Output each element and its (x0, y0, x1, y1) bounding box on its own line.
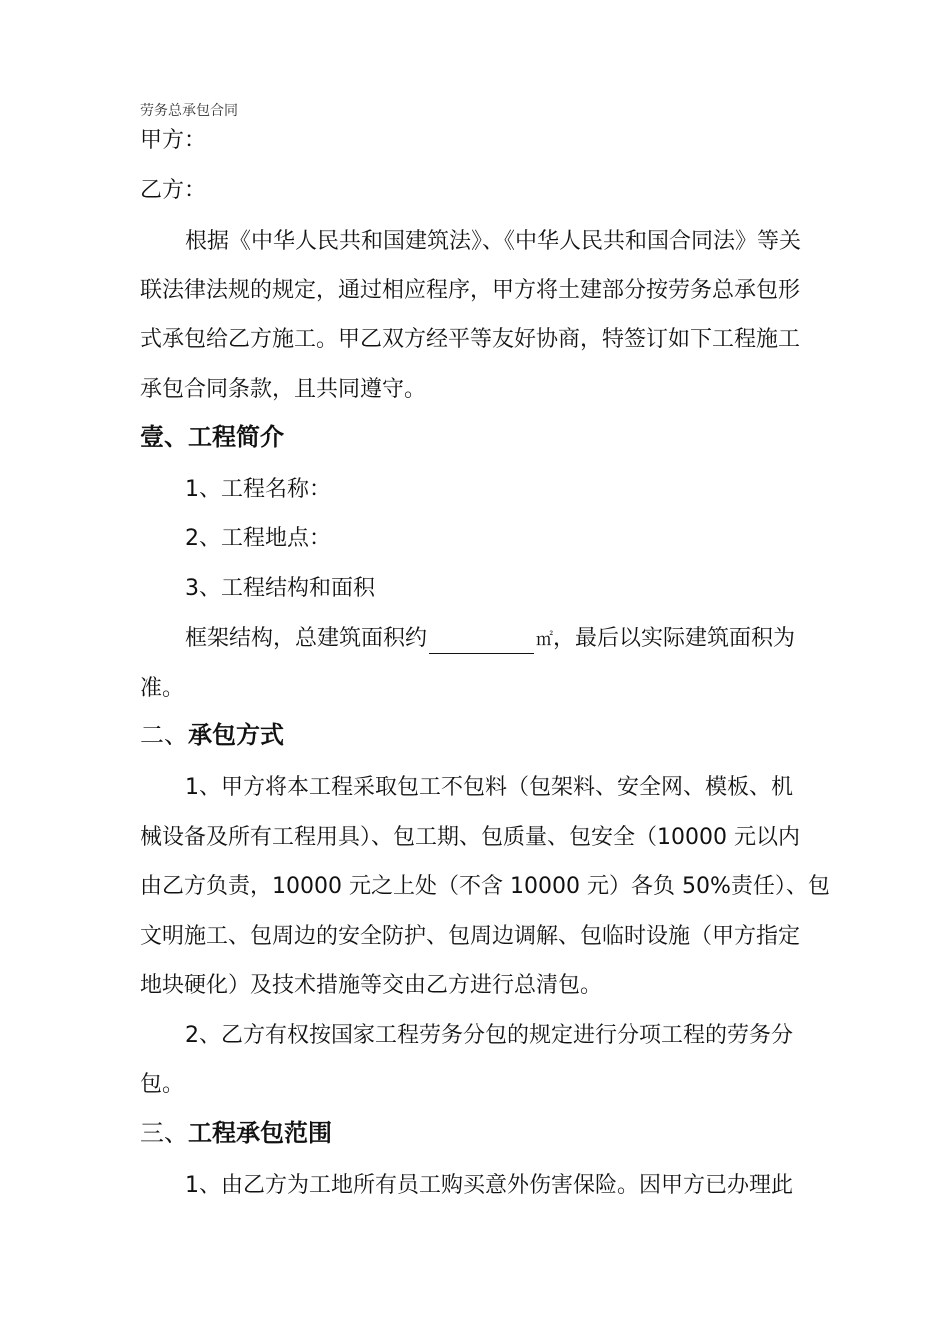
party-a-label: 甲方： (140, 128, 207, 153)
section-heading-3 (140, 1118, 332, 1148)
intro-line: 承包合同条款，且共同遵守。 (140, 377, 427, 402)
intro-line: 式承包给乙方施工。甲乙双方经平等友好协商，特签订如下工程施工 (140, 327, 801, 352)
paragraph-line: 1、由乙方为工地所有员工购买意外伤害保险。因甲方已办理此 (185, 1173, 793, 1198)
party-b-label: 乙方： (140, 178, 207, 203)
section-heading-2-num: 二、 (140, 721, 188, 749)
paragraph-line: 2、乙方有权按国家工程劳务分包的规定进行分项工程的劳务分 (185, 1023, 793, 1048)
section-heading-2 (140, 720, 284, 750)
paragraph-line: 由乙方负责，10000 元之上处（不含 10000 元）各负 50%责任）、包 (140, 874, 830, 899)
area-end: 准。 (140, 676, 185, 701)
paragraph-line: 包。 (140, 1072, 185, 1097)
project-structure-item: 3、工程结构和面积 (185, 576, 375, 601)
intro-line: 根据《中华人民共和国建筑法》、《中华人民共和国合同法》等关 (185, 229, 802, 254)
section-heading-3-text: 工程承包范围 (188, 1119, 332, 1147)
paragraph-line: 械设备及所有工程用具）、包工期、包质量、包安全（10000 元以内 (140, 825, 800, 850)
project-name-item: 1、工程名称： (185, 477, 331, 502)
paragraph-line: 1、甲方将本工程采取包工不包料（包架料、安全网、模板、机 (185, 775, 793, 800)
area-blank-field[interactable] (429, 627, 534, 654)
area-line (185, 625, 795, 654)
area-unit: ㎡ (536, 630, 554, 650)
section-heading-3-num: 三、 (140, 1119, 188, 1147)
section-heading-1: 壹、工程简介 (140, 423, 284, 451)
intro-line: 联法律法规的规定，通过相应程序，甲方将土建部分按劳务总承包形 (140, 278, 801, 303)
paragraph-line: 地块硬化）及技术措施等交由乙方进行总清包。 (140, 973, 603, 998)
area-suffix: ，最后以实际建筑面积为 (553, 626, 796, 651)
project-location-item: 2、工程地点： (185, 526, 331, 551)
document-title: 劳务总承包合同 (140, 103, 238, 119)
paragraph-line: 文明施工、包周边的安全防护、包周边调解、包临时设施（甲方指定 (140, 924, 801, 949)
area-prefix: 框架结构，总建筑面积约 (185, 626, 428, 651)
section-heading-2-text: 承包方式 (188, 721, 284, 749)
